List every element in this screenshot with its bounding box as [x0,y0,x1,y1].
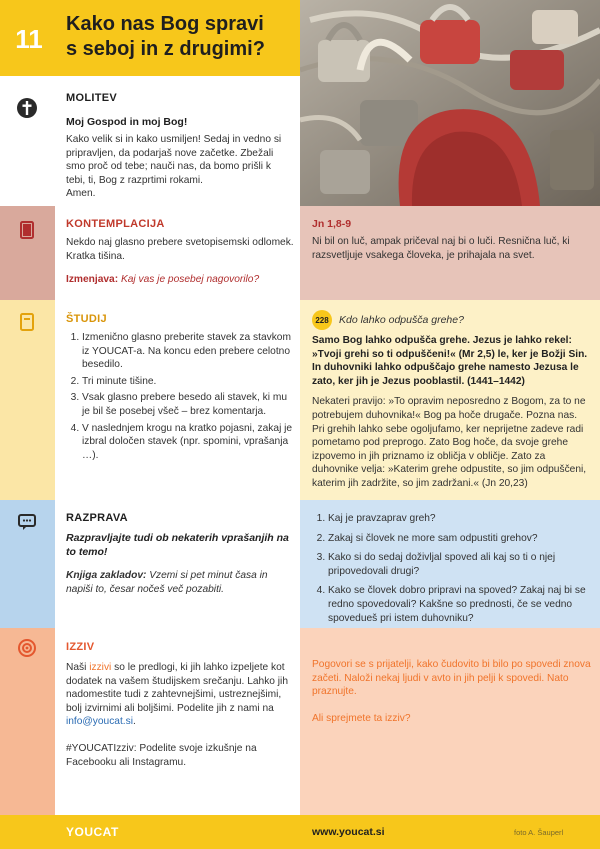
izziv-text: Naši izzivi so le predlogi, ki jih lahko izpeljete kot dodatek na vašem študijskem srečanju. Lahko jih nadomestite tudi z zahtevnejšimi, ustreznejšimi, bolj izvirnimi ali boljšimi. Podelite jih z nami na info@youcat.si. [66,662,288,728]
kontemplacija-scripture [312,218,590,262]
scripture-text: Ni bil on luč, ampak pričeval naj bi o luči. Resnična luč, ki razsvetljuje vsakega človeka, je prihajala na svet. [312,236,570,261]
studij-youcat [312,310,592,491]
razprava-question: 2. Zakaj si človek ne more sam odpustiti grehov? [328,532,592,546]
locks-illustration [300,0,600,206]
kontemplacija-text: Nekdo naj glasno prebere svetopisemski odlomek. Kratka tišina. [66,237,294,262]
studij-section [66,313,294,465]
studij-heading: ŠTUDIJ [66,313,107,325]
cross-icon [15,96,39,120]
chapter-number: 11 [15,24,43,54]
molitev-heading: MOLITEV [66,92,117,104]
youcat-question-row [312,310,592,330]
kontemplacija-exchange [66,273,294,287]
molitev-subheading: Moj Gospod in moj Bog! [66,116,188,128]
studij-steps [66,331,294,462]
bible-icon [15,218,39,242]
youcat-answer-bold: Samo Bog lahko odpušča grehe. Jezus je lahko rekel: »Tvoji grehi so ti odpuščeni!« (Mr 2,5) le, ker je Božji Sin. In duhovniki lahko odpuščajo grehe namesto Jezusa le zato, ker jih je Jezus pooblastil. (1441–1442) [312,335,588,387]
exchange-label: Izmenjava: [66,274,119,286]
footer-url[interactable]: www.youcat.si [312,826,385,838]
target-icon [15,636,39,660]
title-line-2: s seboj in z drugimi? [66,38,265,60]
studij-step: 3. Vsak glasno prebere besedo ali stavek, ki mu je bil še posebej všeč – brez komentarja. [82,391,294,418]
razprava-questions [312,512,592,628]
razprava-question-list [312,512,592,625]
challenge-accept: Ali sprejmete ta izziv? [312,712,411,724]
kontemplacija-heading: KONTEMPLACIJA [66,218,165,230]
exchange-text: Kaj vas je posebej nagovorilo? [120,274,260,286]
izziv-section [66,641,292,769]
youcat-question: Kdo lahko odpušča grehe? [339,314,464,326]
scripture-ref: Jn 1,8-9 [312,218,352,230]
izziv-challenge [312,658,592,725]
youcat-number-badge: 228 [312,310,332,330]
izziv-hashtag: #YOUCATIzziv: Podelite svoje izkušnje na Facebooku ali Instagramu. [66,742,257,768]
razprava-heading: RAZPRAVA [66,512,128,524]
kontemplacija-section [66,218,294,287]
molitev-text: Kako velik si in kako usmiljen! Sedaj in vedno si pripravljen, da podarjaš nove začetke. Zbežali smo proč od tebe; nauči nas, da bomo prišli k tebi, ti, Bog z razprtimi rokami. [66,134,282,186]
locks-photo [300,0,600,206]
izziv-text-post: so le predlogi, ki jih lahko izpeljete kot dodatek na vašem študijskem srečanju. Lahko jih nadomestite tudi z zahtevnejšimi, ustreznejšimi, bolj izvirnimi ali boljšimi. Podelite jih z nami na [66,662,288,714]
email-link[interactable]: info@youcat.si [66,716,133,728]
razprava-bookmark [66,569,294,596]
photo-credit: foto A. Šauperl [514,828,564,837]
page-title [66,12,296,62]
izziv-heading: IZZIV [66,641,95,653]
razprava-intro: Razpravljajte tudi ob nekaterih vprašanjih na to temo! [66,532,289,558]
studij-step: 2. Tri minute tišine. [82,375,294,389]
razprava-section [66,512,294,596]
studij-step: 4. V naslednjem krogu na kratko pojasni, zakaj je izbral določen stavek (npr. spomini, vprašanja …). [82,422,294,463]
bookmark-text: Vzemi si pet minut časa in napiši to, česar nočeš več pozabiti. [66,570,268,595]
title-line-1: Kako nas Bog spravi [66,13,264,35]
molitev-section [66,92,292,201]
bookmark-label: Knjiga zakladov: [66,570,147,582]
izziv-link[interactable]: izzivi [89,662,112,673]
book-icon [15,310,39,334]
youcat-answer-text: Nekateri pravijo: »To opravim neposredno z Bogom, za to ne potrebujem duhovnika!« Bog pa hoče drugače. Pozna nas. Pri grehih lahko sebe ogoljufamo, ker neprijetne zadeve radi pometamo pod preprogo. Zato Bog hoče, da svoje grehe izpovemo in jih priznamo iz obličja v obličje. Zato za duhovnike velja: »Katerim grehe odpustite, so jim odpuščeni, katerim jih zadržite, so jim zadržani.« (Jn 20,23) [312,396,587,489]
razprava-question: 1. Kaj je pravzaprav greh? [328,512,592,526]
molitev-amen: Amen. [66,188,96,200]
studij-step: 1. Izmenično glasno preberite stavek za stavkom iz YOUCAT-a. Na koncu eden prebere celotno besedilo. [82,331,294,372]
challenge-text: Pogovori se s prijatelji, kako čudovito bi bilo po spovedi znova začeti. Naloži nekaj ljudi v avto in jih pelji k spovedi. Nato praznujte. [312,659,591,698]
razprava-question: 3. Kako si do sedaj doživljal spoved ali kaj so ti o njej pripovedovali drugi? [328,551,592,578]
izziv-text-pre: Naši [66,662,87,673]
chat-icon [15,510,39,534]
razprava-question: 4. Kako se človek dobro pripravi na spoved? Zakaj naj bi se redno spovedovali? Kakšne so prednosti, če se vedno spovedueš pri istem duhovniku? [328,584,592,625]
footer-brand: YOUCAT [66,825,119,839]
